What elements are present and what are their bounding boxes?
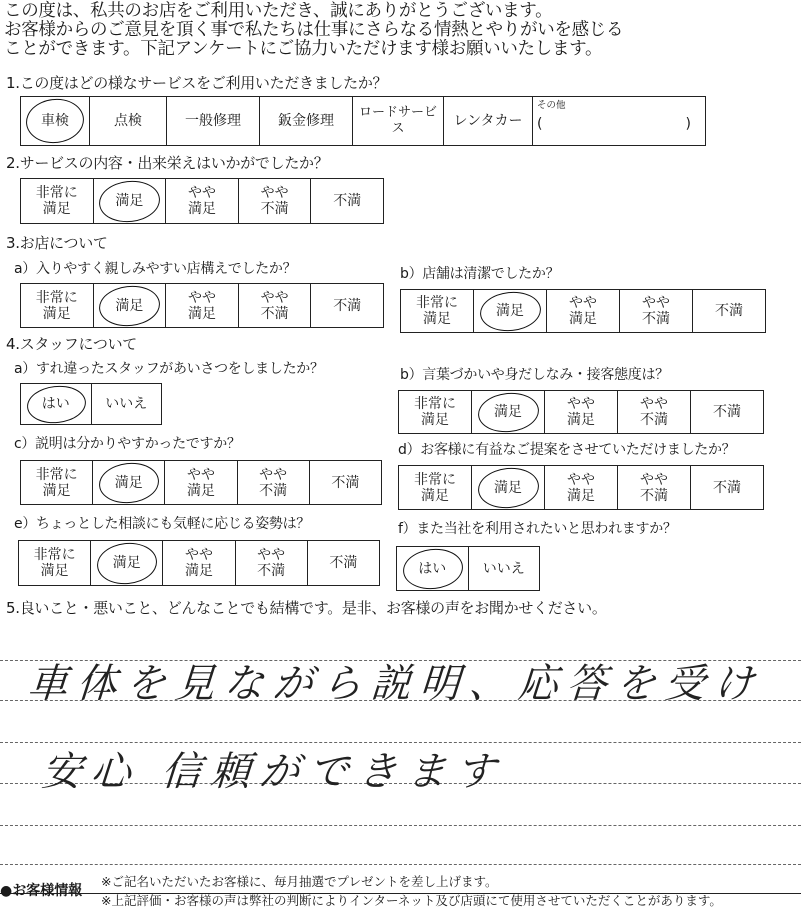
other-input[interactable]: ( )	[537, 116, 691, 132]
scale-option[interactable]: 不満	[311, 179, 384, 224]
intro-line: お客様からのご意見を頂く事で私たちは仕事にさらなる情熱とやりがいを感じる	[4, 20, 624, 40]
scale-option[interactable]: 満足	[474, 290, 547, 333]
intro-line: この度は、私共のお店をご利用いただき、誠にありがとうございます。	[4, 1, 553, 21]
handwritten-comment: 車体を見ながら説明、応答を受け	[26, 661, 765, 707]
scale-option[interactable]: やや 満足	[547, 290, 620, 333]
question-4b-scale	[398, 390, 764, 434]
other-label: その他	[537, 100, 566, 111]
scale-option[interactable]: やや 不満	[620, 290, 693, 333]
footer-note: ※ご記名いただいたお客様に、毎月抽選でプレゼントを差し上げます。	[101, 874, 498, 889]
question-4-title: 4.スタッフについて	[6, 335, 138, 353]
scale-option[interactable]: 不満	[309, 461, 381, 505]
scale-option[interactable]: 満足	[93, 284, 166, 328]
footer-note: ※上記評価・お客様の声は弊社の判断によりインターネット及び店頭にて使用させていただくことがあります。	[101, 893, 722, 908]
comment-line	[0, 825, 801, 826]
question-4f-title: f）また当社を利用されたいと思われますか？	[398, 521, 677, 537]
scale-option[interactable]: 非常に 満足	[21, 284, 94, 328]
scale-option[interactable]: やや 不満	[238, 284, 311, 328]
question-2-title: 2.サービスの内容・出来栄えはいかがでしたか？	[6, 154, 329, 172]
service-option[interactable]: ロードサービス	[353, 97, 444, 146]
scale-option[interactable]: やや 満足	[545, 466, 618, 510]
scale-option[interactable]: 満足	[472, 391, 545, 434]
intro-line: ことができます。下記アンケートにご協力いただけます様お願いいたします。	[4, 39, 603, 59]
scale-option[interactable]: やや 不満	[618, 391, 691, 434]
scale-option[interactable]: 不満	[307, 541, 379, 586]
scale-option[interactable]: やや 満足	[163, 541, 235, 586]
service-option[interactable]: 一般修理	[167, 97, 260, 146]
scale-option[interactable]: 非常に 満足	[399, 391, 472, 434]
scale-option[interactable]: 満足	[472, 466, 545, 510]
scale-option[interactable]: やや 不満	[235, 541, 307, 586]
question-4a-title: a）すれ違ったスタッフがあいさつをしましたか？	[14, 361, 324, 377]
scale-option[interactable]: 非常に 満足	[21, 461, 93, 505]
scale-option[interactable]: 非常に 満足	[19, 541, 91, 586]
service-option[interactable]: 車検	[21, 97, 90, 146]
question-4a-yesno	[20, 383, 162, 425]
no-option[interactable]: いいえ	[91, 384, 162, 425]
question-4d-title: d）お客様に有益なご提案をさせていただけましたか？	[398, 442, 736, 458]
scale-option[interactable]: やや 不満	[618, 466, 691, 510]
no-option[interactable]: いいえ	[468, 547, 540, 591]
question-4d-scale	[398, 465, 764, 510]
service-option[interactable]: レンタカー	[444, 97, 533, 146]
scale-option[interactable]: やや 不満	[237, 461, 309, 505]
question-4e-scale	[18, 540, 380, 586]
footer-notes	[101, 872, 722, 910]
customer-info-title: ●お客様情報	[0, 883, 83, 899]
question-4b-title: b）言葉づかいや身だしなみ・接客態度は？	[400, 367, 669, 383]
scale-option[interactable]: やや 満足	[166, 284, 239, 328]
scale-option[interactable]: 満足	[93, 461, 165, 505]
scale-option[interactable]: 不満	[691, 466, 764, 510]
service-options	[20, 96, 706, 146]
intro-text	[4, 2, 799, 59]
question-3-title: 3.お店について	[6, 234, 108, 252]
yes-option[interactable]: はい	[397, 547, 469, 591]
question-4c-scale	[20, 460, 382, 505]
question-4f-yesno	[396, 546, 540, 591]
scale-option[interactable]: 非常に 満足	[21, 179, 94, 224]
comment-line	[0, 864, 801, 865]
scale-option[interactable]: 不満	[311, 284, 384, 328]
question-2-scale	[20, 178, 384, 224]
scale-option[interactable]: 不満	[691, 391, 764, 434]
scale-option[interactable]: やや 満足	[166, 179, 239, 224]
yes-option[interactable]: はい	[21, 384, 92, 425]
scale-option[interactable]: 不満	[693, 290, 766, 333]
scale-option[interactable]: 満足	[93, 179, 166, 224]
service-option[interactable]: 点検	[90, 97, 167, 146]
service-option-other[interactable]	[533, 97, 706, 146]
question-4e-title: e）ちょっとした相談にも気軽に応じる姿勢は？	[14, 516, 311, 532]
question-3a-scale	[20, 283, 384, 328]
question-3b-scale	[400, 289, 766, 333]
handwritten-comment: 安心 信頼ができます	[40, 749, 507, 795]
question-5-title: 5.良いこと・悪いこと、どんなことでも結構です。是非、お客様の声をお聞かせください。	[6, 599, 607, 617]
scale-option[interactable]: 非常に 満足	[399, 466, 472, 510]
scale-option[interactable]: やや 満足	[165, 461, 237, 505]
scale-option[interactable]: やや 満足	[545, 391, 618, 434]
question-3b-title: b）店舗は清潔でしたか？	[400, 266, 560, 282]
question-4c-title: c）説明は分かりやすかったですか？	[14, 436, 241, 452]
service-option[interactable]: 鈑金修理	[260, 97, 353, 146]
question-1-title: 1.この度はどの様なサービスをご利用いただきましたか？	[6, 74, 388, 92]
scale-option[interactable]: 非常に 満足	[401, 290, 474, 333]
scale-option[interactable]: やや 不満	[238, 179, 311, 224]
question-3a-title: a）入りやすく親しみやすい店構えでしたか？	[14, 261, 297, 277]
scale-option[interactable]: 満足	[91, 541, 163, 586]
